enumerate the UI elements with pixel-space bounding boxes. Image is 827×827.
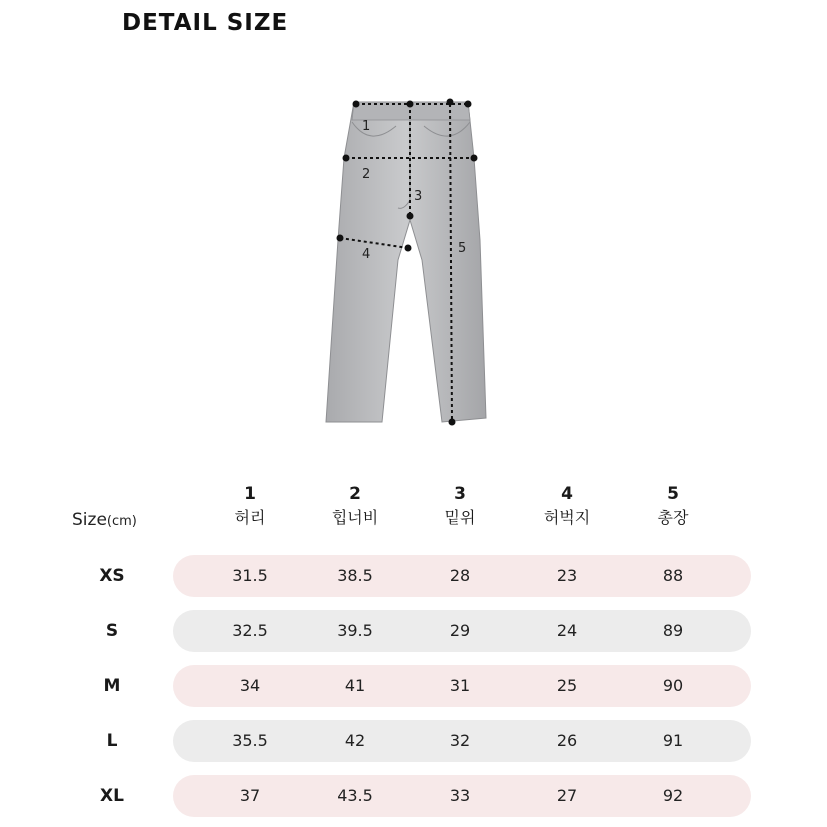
table-cell: 26 [556, 731, 578, 750]
column-name: 밑위 [444, 508, 476, 527]
row-size-label: XL [100, 786, 124, 806]
column-header-5 [618, 482, 728, 530]
row-size-label: XS [99, 566, 125, 586]
marker-dot [471, 155, 478, 162]
jeans-diagram [300, 80, 520, 440]
table-cell: 34 [239, 676, 261, 695]
column-name: 허리 [234, 508, 266, 527]
figure-label-4: 4 [362, 247, 371, 262]
jeans-illustration [300, 80, 520, 440]
table-cell: 25 [556, 676, 578, 695]
marker-dot [465, 101, 472, 108]
marker-dot [343, 155, 350, 162]
table-cell: 37 [239, 786, 261, 805]
column-name: 힙너비 [331, 508, 379, 527]
figure-label-5: 5 [458, 241, 467, 256]
column-header-2 [300, 482, 410, 530]
size-header [72, 510, 137, 530]
table-cell: 27 [556, 786, 578, 805]
size-header-text: Size [72, 510, 107, 530]
column-name: 총장 [657, 508, 689, 527]
column-number: 4 [561, 484, 573, 504]
table-cell: 31.5 [232, 566, 268, 585]
table-cell: 39.5 [337, 621, 373, 640]
table-cell: 28 [449, 566, 471, 585]
marker-dot [405, 245, 412, 252]
figure-label-3: 3 [414, 189, 423, 204]
marker-dot [449, 419, 456, 426]
column-name: 허벅지 [543, 508, 591, 527]
table-cell: 33 [449, 786, 471, 805]
table-cell: 42 [344, 731, 366, 750]
table-cell: 91 [662, 731, 684, 750]
table-cell: 41 [344, 676, 366, 695]
marker-dot [407, 213, 414, 220]
row-size-label: M [103, 676, 121, 696]
page-title: DETAIL SIZE [122, 10, 289, 36]
table-cell: 32 [449, 731, 471, 750]
table-cell: 23 [556, 566, 578, 585]
size-unit: (cm) [106, 514, 137, 529]
table-cell: 24 [556, 621, 578, 640]
marker-dot [407, 101, 414, 108]
table-cell: 43.5 [337, 786, 373, 805]
figure-label-1: 1 [362, 119, 371, 134]
column-header-3 [405, 482, 515, 530]
table-cell: 89 [662, 621, 684, 640]
table-cell: 29 [449, 621, 471, 640]
table-cell: 38.5 [337, 566, 373, 585]
table-cell: 88 [662, 566, 684, 585]
table-cell: 92 [662, 786, 684, 805]
table-cell: 31 [449, 676, 471, 695]
table-cell: 90 [662, 676, 684, 695]
column-header-4 [512, 482, 622, 530]
table-cell: 35.5 [232, 731, 268, 750]
column-number: 3 [454, 484, 466, 504]
table-cell: 32.5 [232, 621, 268, 640]
column-number: 5 [667, 484, 679, 504]
column-number: 2 [349, 484, 361, 504]
marker-dot [447, 99, 454, 106]
figure-label-2: 2 [362, 167, 371, 182]
column-header-1 [195, 482, 305, 530]
marker-dot [337, 235, 344, 242]
row-size-label: L [106, 731, 118, 751]
column-number: 1 [244, 484, 256, 504]
marker-dot [353, 101, 360, 108]
row-size-label: S [105, 621, 119, 641]
jeans-body [326, 102, 486, 422]
